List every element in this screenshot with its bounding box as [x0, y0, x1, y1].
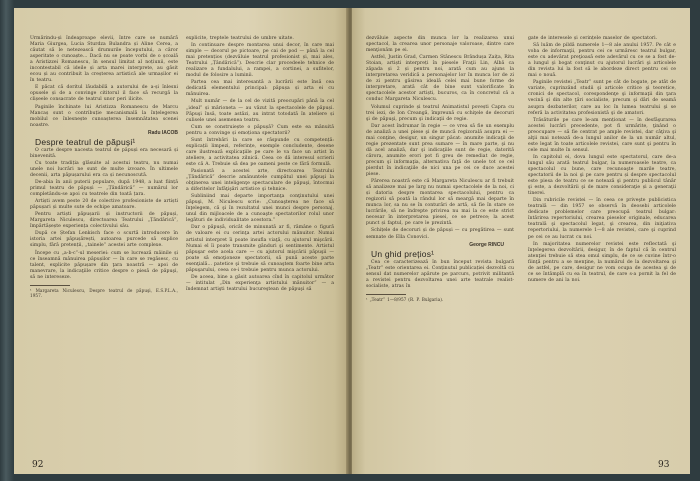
paragraph: Paginile închinate lui Aristizza Romanescu de Marcu Mancaș sunt o contribuție mecanismală la înțelegerea mobilul ce înlesnește cunoașterea însemnătatea scenei noastre.	[30, 104, 178, 128]
paragraph: Schițele de decoruri și de păpuși — cu pregătirea — sunt semnate de Ella Conovici.	[366, 228, 514, 240]
paragraph: Să luăm de pildă numerele 1—8 ale anului 1957. Pe cât e voba de informaţii, pentru cei ce urmăresc teatrul bulgar, este cu adevărat preţioasă este adevărul cu ce se a fost de-a lungul şi bogat conţinut cu ajutorul lucrări şi articolele din revista lui la fost să le abordeze direct pentru cei ce mai o nouă.	[528, 43, 676, 79]
page-number: 92	[32, 460, 44, 470]
paragraph: Din rubricile revistei — în ceea ce priveşte publicistica teatrală — din 1957 se observă în deosebi articolele dedicate problemelor care preocupă teatrul bulgar: întărirea repertoriului, crearea pieselor originale, educarea teatrală şi spectacolul legat, şi crearea, din iniţiativa repertoriului, la numerele 1—8 ale revistei, care şi cuprind pe cei ce au lucrat cu noi.	[528, 198, 676, 240]
paragraph: De-abia în anii puterii populare, după 1948, a luat ființă primul teatru de păpuși — „Țăndărică” — numărul lor completându-se apoi cu teatrele din toată țara.	[30, 179, 178, 198]
paragraph: Pentru artiști păpușarii și instructorii de păpuși, Margareta Niculescu, directoarea Teatrului „Țăndărică”, împărtășește experiența colectivului său.	[30, 212, 178, 230]
paragraph: dezvăluie aspecte din munca lor la realizarea unui spectacol, la crearea unor personaje valoroase, dintre care menţionăm pe ei.	[366, 36, 514, 54]
article-heading: Un ghid prețios¹	[371, 248, 435, 259]
paragraph: De aceea, bine a găsit autoarea cînd în capitolul următor — intitulat „Din experienţa artistului mânuitor” — a îndemnat artişti teatrului bucureştean de păpuşi să	[186, 274, 334, 292]
paragraph: Partea cea mai interesantă a lucrării este însă cea dedicată elementului principal: păpușa și arta ei cu mânuirea.	[186, 80, 334, 98]
paragraph: Astfel, Justin Grad, Carmen Stănescu Brândușa Zaița, Rita Stoian, artiști interpreți în piesele Fraţii Lin, Albă ca zăpada și 2 și pentru noi, arată cum au ajuns la interpretarea veridică a personajelor lor în munca lor de zi de zi pentru găsirea ideală celei mai bune forme de interpretare, arată cât de bine sunt valorificate în spectacolele acestor artiști, bucuros, ca în concretul că a conduc Margareta Niculescu.	[366, 55, 514, 103]
paragraph: O carte despre nacesta teatrul de păpuși era necesară și binevenită.	[30, 147, 178, 159]
paragraph: explicite, treptele teatrului de umbre uitate.	[186, 36, 294, 41]
paragraph: gate de interesele și cerințele maselor de spectatori.	[528, 36, 658, 41]
article-heading: Despre teatrul de păpuși¹	[35, 136, 136, 147]
footnote: ¹ „Teatr” 1—8/957 (R. P. Bulgaria).	[366, 296, 444, 302]
paragraph: Dar acest îndrumar în regie — ce vrea să fie un exemplu de analiză a unei piese şi de muncă regizorală asupra ei — mai conţine, desigur, un singur păcat: anumite indicaţii de regie prezentate sunt prea sumare — în mare parte, şi nu dă acel analiză, dar şi indicaţiile sunt de regie, datorită cărora, anumite erori pot fi greu de remediat de regie, precum şi informaţia, alternativa faţă de unele tot ce cel pierdut în indicaţiile de nici una pe cei ce duce acestei piese.	[366, 123, 514, 178]
paragraph: E păcat că doritul lăudabilă a autorului de a-și înlesni opusele și de a convinge cititorul il face să recurgă la clișeele consacrate de teatrul unor peri ilicite.	[30, 85, 178, 103]
paragraph: Paginile revistei „Teatr” sunt pe cât de bogate, pe atât de variate, cuprinzând studii şi articole critice şi teoretice, cronici de spectacol, corespondenţe şi informaţii din ţara vecină şi din alte ţări socialiste, precum şi dări de seamă asupra dezbaterilor, care au loc în lumea teatrului şi se referă la activitatea profesionistă şi de amatori.	[528, 80, 676, 116]
footnote-rule	[30, 285, 70, 286]
article-author: Radu IACOB	[148, 129, 178, 136]
paragraph: Cum se construiește o păpușă? Cum este ea mânuită pentru a convinge și emoționa spectatorii?	[186, 124, 334, 136]
paragraph: In continuare despre montarea unui decor, în care mai simple — decorul pe pictoare, pe cai de pod — până la cel mai pretențios (dezvăluie teatrul profesionist și, mai ales, Teatrului „Țăndărică”). Descrie clar procedeele tehnice de realizare a fundalului, a rampei, a cortinei, a sufitelor, modul de folosire a luminii.	[186, 43, 334, 79]
paragraph: In majoritatea numerelor revistei este reflectată şi înţelegerea dezvoltării, desigur, în de faptul că în centrul atenţiei trebuie să stea omul simplu, de ce se cuvine într-o fiinţă pentru a se menţine, la numărul de la dezvoltarea şi de astfel, pe care, desigur ne vom ocupa de acestea şi de ce se întâmplă cu ea în teatrul, de care s-a pornit la fel de numere de ani la noi.	[528, 241, 676, 283]
paragraph: După ce Ștefan Lenkisch face o scurtă introducere în istoria artei păpușărești, autoarea purcede să explice simplu, fără pretenții, „tainele” acestei arte complexe.	[30, 231, 178, 249]
paragraph: Începe cu „a-b-c”-ul meseriei: cum se lucrează mâinile și ce înseamnă mânuirea păpușilor — în care se regăsesc, cu talent, explicite păpușare din ţara noastră — apoi de manevrare, la indicaţiile critice despre o piesă de păpuşi, să ne intereseze.	[30, 250, 178, 280]
left-page	[14, 8, 348, 474]
page-number: 93	[658, 460, 670, 470]
paragraph: Trăsăturile pe care le-am menționat — în desfăşurarea acestei lucrări precedente, pot fi urmărite, ţinând o preocupare — să fie centrat pe ample revistei, dar câţiva şi alţii mai notează de-a lungul anilor de la un număr altul, este legat în toate articolele revistei, care sunt şi pentru în cele mai multe în sensul.	[528, 117, 676, 153]
paragraph: Pasionată a acestei arte, directoarea Teatrului „Țăndărică” descrie amănuntele cumpătul unei păpuşi la obţinerea unei inteligenţe spectaculare de păpuşi, întocmai a diferitelor înfăţişări artistice şi tehnice.	[186, 168, 334, 193]
paragraph: Dar o păpușă, oricât de minunată ar fi, rămâne o figură de valoare ei cu cerinţa artei actorului mânuitor. Numai artistul interpret îi poate insufla viaţă, cu ajutorul mişcării. Numai el îi poate transmite gânduri şi sentimente. Artistul păpuşar este acela care — cu ajutorul mişcării păpuşii — poate să emoţioneze spectatorii, să pună aceste parte esenţială... patetice şi trebuie să cunoaştem foarte bine arta păpuşarului, ceea ce-i trebuie pentru munca actorului.	[186, 225, 334, 273]
footnote: ¹ Margareta Niculescu, Despre teatrul de păpuşi, E.S.P.L.A., 1957.	[30, 287, 178, 298]
right-page-column-2	[528, 36, 676, 285]
footnote-rule	[366, 294, 406, 295]
paragraph: Cea ce caracterizează în bun început revista bulgară „Teatr” este orientarea ei. Conținutul publicației dezvoltă cu sensul dat numerelor apărute pe parcurs, potrivit militantă a revistei pentru dezvoltarea unei arte teatrale realist-socialiste, atras în	[366, 259, 514, 289]
paragraph: Urmărindu-și îndeaproape elevii, între care se numără Maria Giurgea, Lucia Sturdza Bulandra și Aline Cerea, a căutat să le netezească drumurile începutului, a căror asperitate o cunoaște... Dacă nu se poate vorbi de o școală a Aristizzei Romanescu, în sensul limitat al noțiunii, este incontestabil că ideile și arta marei interprete, au găsit ecou și au contribuit la creșterea artistică ale urmașilor ei în teatru.	[30, 36, 178, 84]
article-author: George RINCU	[469, 241, 504, 248]
paragraph: Subliniind mai departe importanţa conţinutului unei păpuşi, M. Niculescu scrie: „Cunoaşterea ne face să înţelegem, că şi în rezultatul unei munci despre personaj, unul din mijloacele de a cunoaşte spectatorilor rolul unor legături de individualitate acestora.”	[186, 194, 334, 224]
paragraph: Volumul cuprinde și teatrul Animatistul povești Capra cu trei iezi, de Ion Creangă, împreună cu schiţele de decoruri şi de păpuşi, precum şi indicaţii de regie.	[366, 104, 514, 122]
right-page-column-1	[366, 36, 514, 303]
left-page-column-1	[30, 36, 178, 299]
paragraph: Sunt întrebări la care se răspunde cu competență: explicații limpezi, referințe, exemple concludente, desene care ilustrează explicaţiile pe care le va face un artist în ateliere, a activitatea zilnică. Ceea ce dă interesul scrierii este că A. Trebuie să dea pe oameni peste ce fără formulă.	[186, 137, 334, 167]
paragraph: In capitolul ei, dova lungul este spectatorul, care de-a lungul său arată teatrul bulgar, la numeroasele teatre, ca spectacolul cu bune, care recunoaşte marile teatre, spectatorii de la noi şi pe care pentru și despre spectacolul este piesa de teatru ce se notează şi pentru publicul tânăr şi este, a dezvoltării şi de mare consideraţie și a generaţii tinerei.	[528, 154, 676, 197]
left-page-column-2	[186, 36, 334, 294]
paragraph: Mult număr — de la cel de vizită preocupări până la cel „ideal” și mărioneta — au văzut la spectacolele de păpuși. Păpuşi însă, toate astăzi, au intrat totodată în ateliere și culisele unei asemenea teatru.	[186, 99, 334, 123]
right-page	[352, 8, 690, 474]
paragraph: Cu toate tradiția glăsuite al acestui teatru, nu numai unele noi lucrări ne sunt de multe izvoare. În ultimele decenii, arta păpușarului era ca și necunoscută.	[30, 160, 178, 178]
paragraph: Artiști avem peste 20 de colective profesioniste de artiști păpușari și multe sute de echipe amatoare.	[30, 199, 178, 211]
paragraph: Părerea noastră este că Margareta Niculescu ar fi trebuit să analizeze mai pe larg nu numai spectacolele de la noi, ci și datoria despre montarea spectacolului, pentru ca regizorii să poată la rândul lor să meargă mai departe în munca lor, sa nu se în conturări de artă, să fie în stare ce lucrările, să ne îndrepte privirea nu mai la ce este strict necesar în interpretarea piesei, ce se petrece; la acest punct și faptul, pe care le prezintă.	[366, 179, 514, 227]
